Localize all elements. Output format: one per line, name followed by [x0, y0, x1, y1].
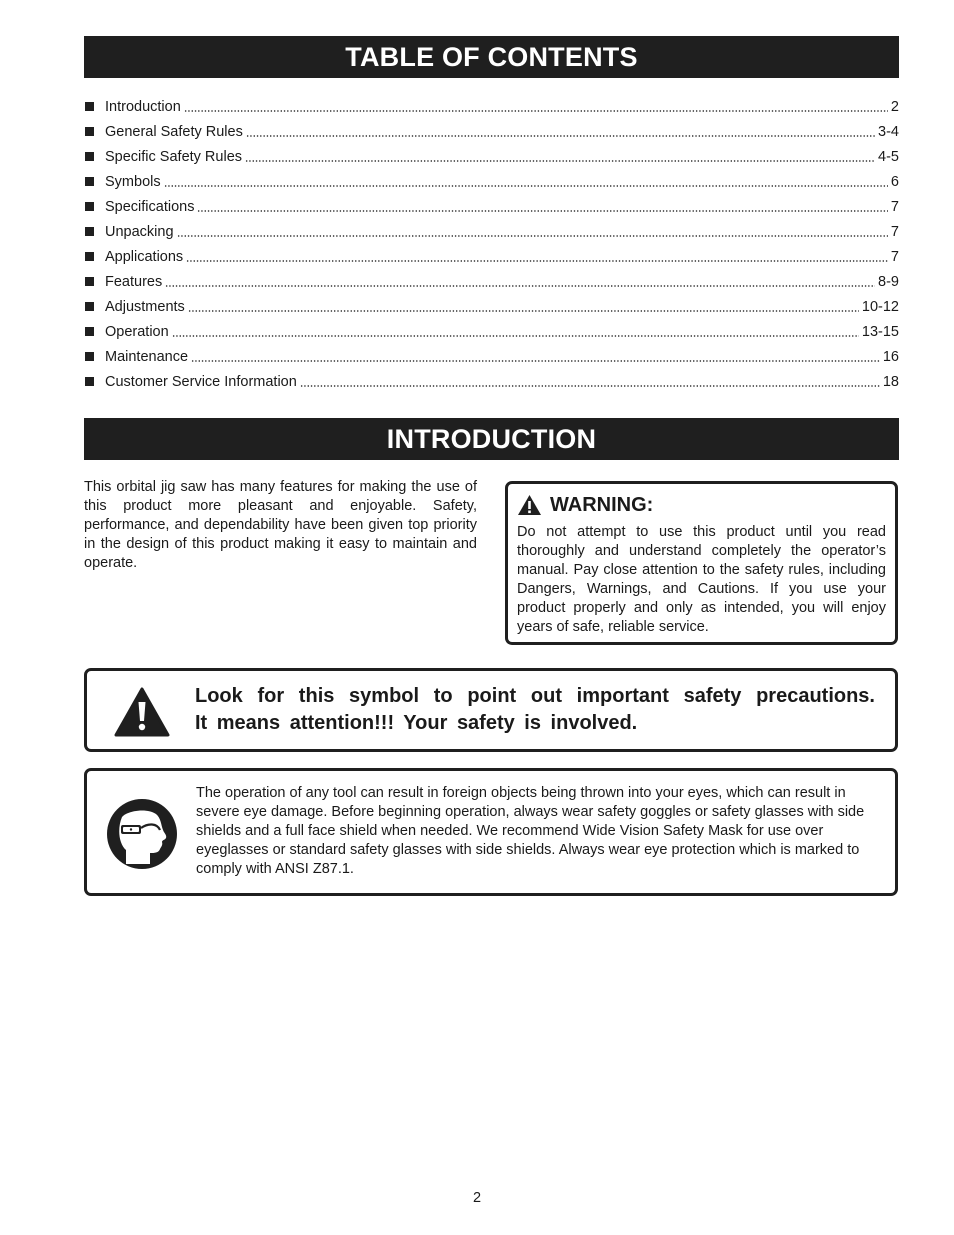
- bullet-square-icon: [85, 177, 94, 186]
- bullet-square-icon: [85, 227, 94, 236]
- warning-triangle-icon: [517, 494, 542, 516]
- toc-entry[interactable]: [84, 294, 899, 319]
- bullet-square-icon: [85, 127, 94, 136]
- toc-leader-dots: [184, 110, 888, 112]
- toc-entry-page: 10-12: [861, 298, 899, 315]
- toc-leader-dots: [245, 160, 875, 162]
- toc-entry-label: Maintenance: [105, 348, 189, 365]
- safety-symbol-box: [84, 668, 898, 752]
- bullet-square-icon: [85, 352, 94, 361]
- toc-entry-page: 18: [882, 373, 899, 390]
- toc-entry[interactable]: [84, 244, 899, 269]
- toc-leader-dots: [191, 360, 880, 362]
- bullet-square-icon: [85, 202, 94, 211]
- safety-symbol-line1: Look for this symbol to point out important safety precautions.: [195, 685, 875, 707]
- toc-entry[interactable]: [84, 169, 899, 194]
- toc-entry[interactable]: [84, 194, 899, 219]
- toc-entry-label: Applications: [105, 248, 184, 265]
- toc-entry-page: 16: [882, 348, 899, 365]
- bullet-square-icon: [85, 327, 94, 336]
- toc-heading: TABLE OF CONTENTS: [84, 36, 899, 78]
- toc-entry-label: Features: [105, 273, 163, 290]
- toc-entry-label: Adjustments: [105, 298, 185, 315]
- toc-entry-page: 8-9: [878, 273, 899, 290]
- bullet-square-icon: [85, 152, 94, 161]
- toc-entry-label: Specifications: [105, 198, 195, 215]
- toc-entry-label: Specific Safety Rules: [105, 148, 243, 165]
- page-number: 2: [472, 1190, 482, 1206]
- bullet-square-icon: [85, 102, 94, 111]
- toc-entry[interactable]: [84, 344, 899, 369]
- toc-entry-page: 7: [890, 223, 899, 240]
- toc-entry-page: 2: [890, 98, 899, 115]
- toc-leader-dots: [165, 285, 875, 287]
- eye-protection-box: [84, 768, 898, 896]
- introduction-heading: INTRODUCTION: [84, 418, 899, 460]
- toc-entry-label: Operation: [105, 323, 169, 340]
- toc-leader-dots: [177, 235, 888, 237]
- safety-symbol-text: [195, 683, 875, 737]
- safety-glasses-icon: [106, 798, 178, 870]
- toc-leader-dots: [186, 260, 888, 262]
- bullet-square-icon: [85, 302, 94, 311]
- bullet-square-icon: [85, 277, 94, 286]
- warning-box: [505, 481, 898, 645]
- toc-leader-dots: [197, 210, 887, 212]
- toc-list: [84, 94, 899, 394]
- introduction-body: This orbital jig saw has many features for making the use of this product more pleasant and enjoyable. Safety, performance, and dependability have been given top priority in the design of this product making it easy to maintain and operate.: [84, 479, 477, 571]
- toc-entry-page: 6: [890, 173, 899, 190]
- toc-entry[interactable]: [84, 369, 899, 394]
- toc-entry-label: General Safety Rules: [105, 123, 243, 140]
- toc-entry-label: Customer Service Information: [105, 373, 297, 390]
- toc-entry[interactable]: [84, 94, 899, 119]
- toc-leader-dots: [172, 335, 859, 337]
- eye-protection-body: The operation of any tool can result in foreign objects being thrown into your eyes, which can result in severe eye damage. Before beginning operation, always wear safety goggles or safety glasses with side shields and a full face shield when needed. We recommend Wide Vision Safety Mask for use over eyeglasses or standard safety glasses with side shields. Always wear eye protection which is marked to comply with ANSI Z87.1.: [196, 785, 865, 877]
- bullet-square-icon: [85, 252, 94, 261]
- toc-leader-dots: [246, 135, 875, 137]
- toc-entry-page: 13-15: [861, 323, 899, 340]
- toc-entry-label: Introduction: [105, 98, 181, 115]
- bullet-square-icon: [85, 377, 94, 386]
- toc-entry[interactable]: [84, 219, 899, 244]
- toc-leader-dots: [164, 185, 888, 187]
- toc-entry-label: Unpacking: [105, 223, 174, 240]
- warning-body: Do not attempt to use this product until you read thoroughly and understand completely the operator’s manual. Pay close attention to the safety rules, including Dangers, Warnings, and Cautions. If you use your product properly and only as intended, you will enjoy years of safe, reliable service.: [517, 524, 886, 635]
- toc-entry-page: 4-5: [878, 148, 899, 165]
- toc-leader-dots: [300, 385, 880, 387]
- safety-alert-icon: [114, 687, 170, 737]
- toc-entry[interactable]: [84, 269, 899, 294]
- toc-entry[interactable]: [84, 319, 899, 344]
- toc-entry-page: 3-4: [878, 123, 899, 140]
- safety-symbol-line2: It means attention!!! Your safety is involved.: [195, 712, 638, 734]
- toc-entry[interactable]: [84, 119, 899, 144]
- toc-entry-label: Symbols: [105, 173, 161, 190]
- warning-title: WARNING:: [550, 493, 654, 516]
- warning-header: [517, 490, 886, 520]
- toc-entry-page: 7: [890, 248, 899, 265]
- toc-entry[interactable]: [84, 144, 899, 169]
- toc-leader-dots: [188, 310, 859, 312]
- toc-entry-page: 7: [890, 198, 899, 215]
